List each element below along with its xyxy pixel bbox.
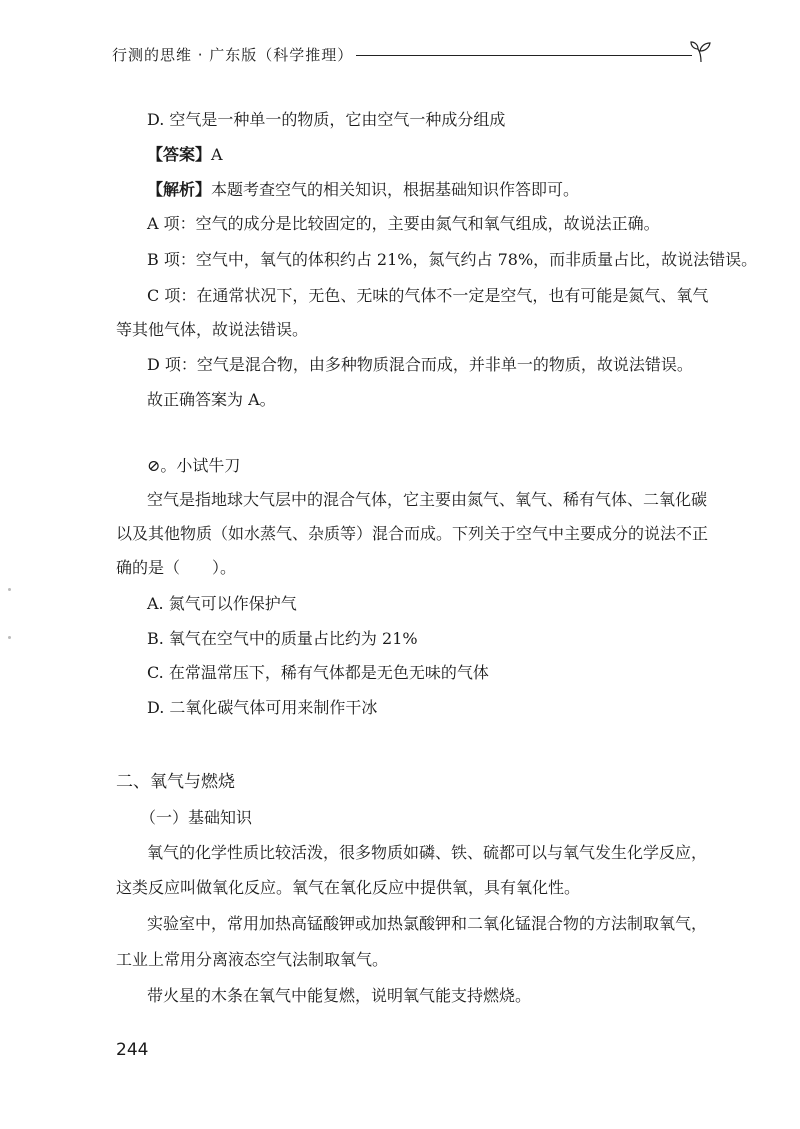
sprout-icon	[688, 38, 714, 64]
practice-option-b: B. 氧气在空气中的质量占比约为 21%	[147, 629, 418, 648]
answer-value: A	[211, 145, 223, 164]
analysis-label: 【解析】	[147, 180, 212, 199]
analysis-text: 本题考查空气的相关知识，根据基础知识作答即可。	[211, 180, 580, 199]
header-title: 行测的思维 · 广东版（科学推理）	[112, 46, 354, 64]
analysis-item-d: D 项：空气是混合物，由多种物质混合而成，并非单一的物质，故说法错误。	[147, 355, 693, 374]
practice-heading	[147, 456, 240, 476]
section-para2-line2: 工业上常用分离液态空气法制取氧气。	[116, 950, 389, 969]
section-para3: 带火星的木条在氧气中能复燃，说明氧气能支持燃烧。	[147, 986, 532, 1005]
running-header	[112, 38, 712, 68]
analysis-item-b: B 项：空气中，氧气的体积约占 21%，氮气约占 78%，而非质量占比，故说法错误。	[147, 250, 758, 269]
practice-option-c: C. 在常温常压下，稀有气体都是无色无味的气体	[147, 663, 489, 682]
practice-option-a: A. 氮气可以作保护气	[147, 594, 297, 613]
section-subtitle: （一）基础知识	[140, 808, 253, 827]
scan-mark	[8, 636, 11, 639]
section-title: 二、氧气与燃烧	[116, 772, 235, 792]
analysis-line	[147, 180, 579, 200]
section-para1-line2: 这类反应叫做氧化反应。氧气在氧化反应中提供氧，具有氧化性。	[116, 878, 581, 897]
analysis-item-c-line2: 等其他气体，故说法错误。	[116, 320, 309, 339]
practice-stem-line2: 以及其他物质（如水蒸气、杂质等）混合而成。下列关于空气中主要成分的说法不正	[116, 524, 709, 543]
scan-mark	[8, 588, 11, 591]
example-option-d: D. 空气是一种单一的物质，它由空气一种成分组成	[147, 110, 506, 129]
practice-heading-text: 小试牛刀	[176, 456, 241, 475]
conclusion: 故正确答案为 A。	[147, 390, 276, 409]
analysis-item-a: A 项：空气的成分是比较固定的，主要由氮气和氧气组成，故说法正确。	[147, 214, 660, 233]
practice-stem-line1: 空气是指地球大气层中的混合气体，它主要由氮气、氧气、稀有气体、二氧化碳	[147, 490, 708, 509]
page-number: 244	[116, 1040, 149, 1060]
section-para2-line1: 实验室中，常用加热高锰酸钾或加热氯酸钾和二氧化锰混合物的方法制取氧气，	[147, 914, 708, 933]
practice-heading-marker: ⊘。	[147, 456, 177, 475]
header-rule	[356, 55, 692, 56]
practice-stem-line3: 确的是（ ）。	[116, 558, 237, 577]
practice-option-d: D. 二氧化碳气体可用来制作干冰	[147, 698, 378, 717]
analysis-item-c-line1: C 项：在通常状况下，无色、无味的气体不一定是空气，也有可能是氮气、氧气	[147, 286, 709, 305]
section-para1-line1: 氧气的化学性质比较活泼，很多物质如磷、铁、硫都可以与氧气发生化学反应，	[147, 843, 708, 862]
answer-line	[147, 145, 223, 165]
answer-label: 【答案】	[147, 145, 212, 164]
